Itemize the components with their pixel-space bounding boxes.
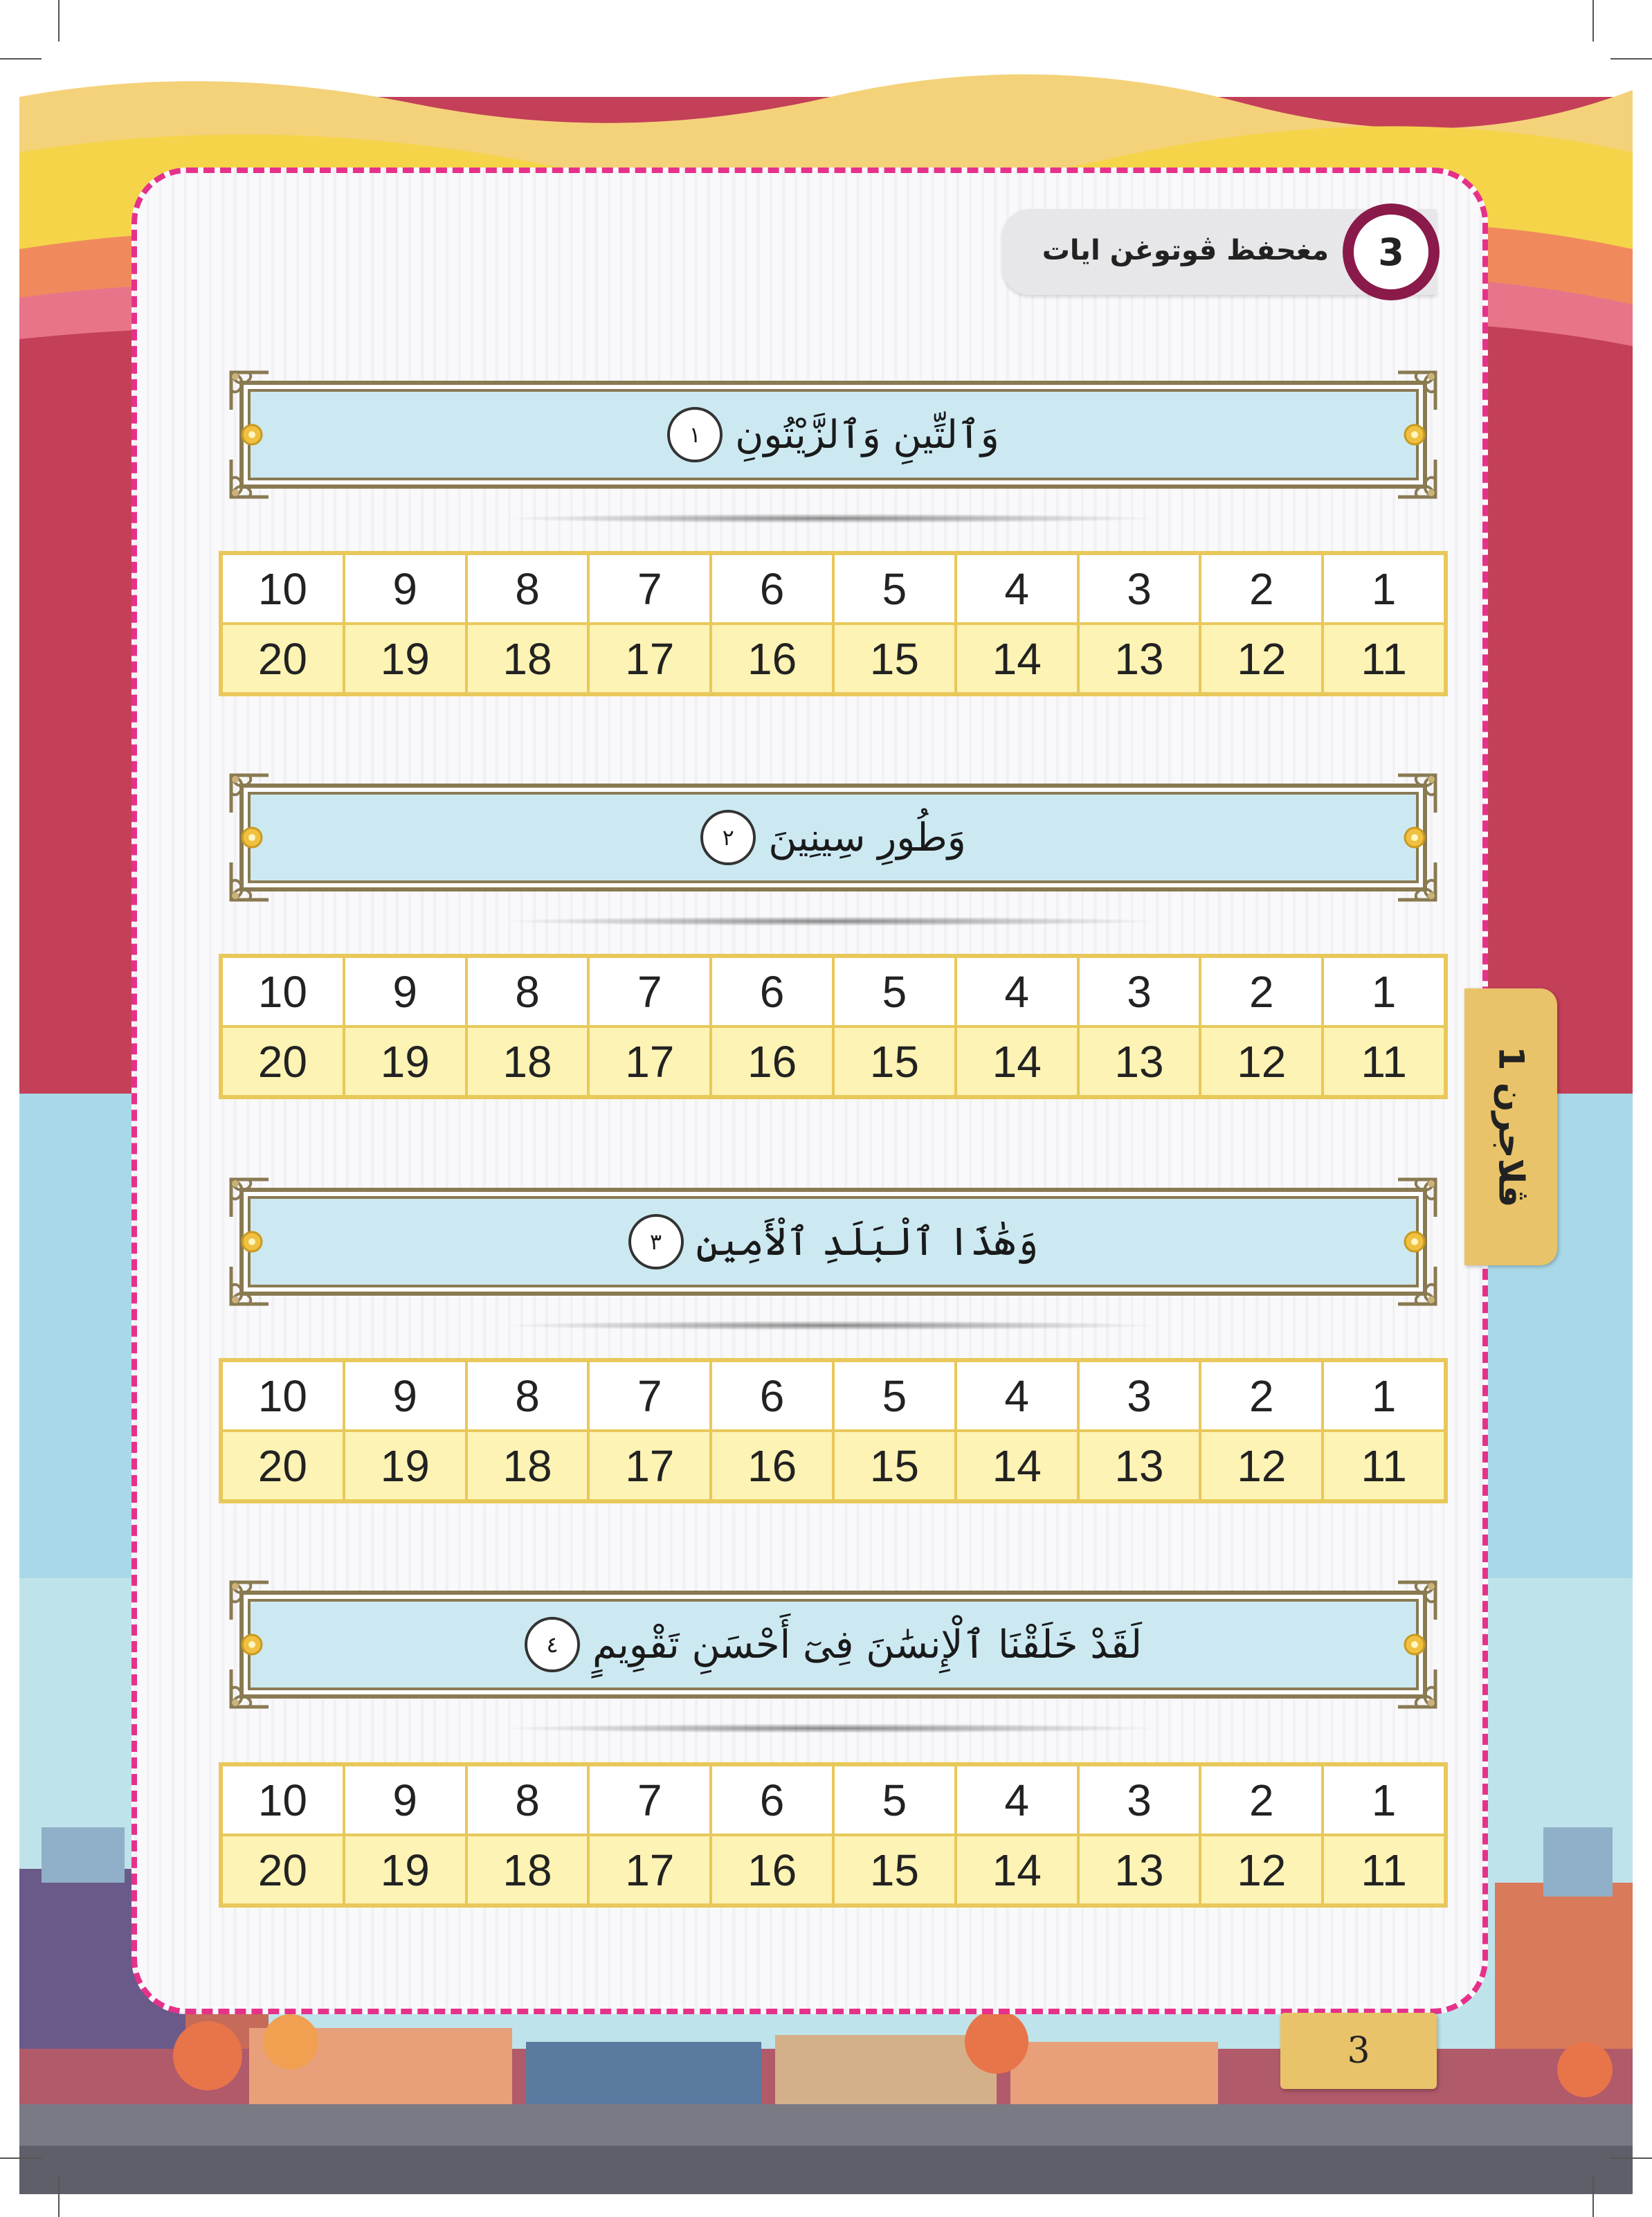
counter-cell[interactable]: 4 <box>956 1765 1078 1835</box>
counter-cell[interactable]: 1 <box>1323 554 1445 624</box>
ayah-number-marker: ٣ <box>628 1214 684 1269</box>
counter-cell[interactable]: 6 <box>711 554 833 624</box>
counter-cell[interactable]: 8 <box>466 1361 589 1431</box>
counter-cell[interactable]: 2 <box>1200 957 1323 1026</box>
ayah-text: لَقَدْ خَلَقْنَا ٱلْإِنسَٰنَ فِىٓ أَحْسَنِ تَقْوِيمٍ <box>592 1622 1143 1667</box>
counter-cell[interactable]: 11 <box>1323 1026 1445 1096</box>
counter-cell[interactable]: 18 <box>466 1431 589 1501</box>
counter-cell[interactable]: 14 <box>956 1835 1078 1905</box>
counter-cell[interactable]: 17 <box>588 1026 711 1096</box>
ayah-text: وَطُورِ سِينِينَ <box>768 815 966 860</box>
counter-cell[interactable]: 4 <box>956 554 1078 624</box>
counter-cell[interactable]: 14 <box>956 1026 1078 1096</box>
counter-cell[interactable]: 16 <box>711 1431 833 1501</box>
counter-cell[interactable]: 13 <box>1078 624 1201 694</box>
counter-cell[interactable]: 11 <box>1323 1835 1445 1905</box>
ayah-text-row <box>226 797 1441 878</box>
banner-shadow <box>498 916 1163 926</box>
counter-cell[interactable]: 19 <box>344 1431 466 1501</box>
ayah-banner <box>226 367 1441 503</box>
counter-cell[interactable]: 5 <box>833 1765 956 1835</box>
counter-cell[interactable]: 16 <box>711 1026 833 1096</box>
counter-cell[interactable]: 19 <box>344 1026 466 1096</box>
counter-cell[interactable]: 8 <box>466 554 589 624</box>
counter-cell[interactable]: 12 <box>1200 1835 1323 1905</box>
counter-cell[interactable]: 6 <box>711 1361 833 1431</box>
ayah-banner <box>226 1174 1441 1310</box>
ayah-banner <box>226 1577 1441 1712</box>
counter-cell[interactable]: 17 <box>588 624 711 694</box>
counter-cell[interactable]: 15 <box>833 1835 956 1905</box>
counter-cell[interactable]: 15 <box>833 1026 956 1096</box>
counter-cell[interactable]: 16 <box>711 1835 833 1905</box>
counter-cell[interactable]: 11 <box>1323 624 1445 694</box>
counter-cell[interactable]: 18 <box>466 624 589 694</box>
ayah-banner <box>226 770 1441 905</box>
counter-cell[interactable]: 10 <box>221 1765 344 1835</box>
counter-cell[interactable]: 8 <box>466 1765 589 1835</box>
ayah-text-row <box>226 395 1441 475</box>
counter-cell[interactable]: 7 <box>588 1361 711 1431</box>
counter-cell[interactable]: 2 <box>1200 1361 1323 1431</box>
counter-cell[interactable]: 15 <box>833 1431 956 1501</box>
page-title: مغحفظ ڤوتوغن ايات <box>1042 235 1329 266</box>
counter-cell[interactable]: 9 <box>344 554 466 624</box>
counter-cell[interactable]: 20 <box>221 1835 344 1905</box>
side-tab-label: ڤلاجرن 1 <box>1491 1046 1532 1208</box>
counter-cell[interactable]: 13 <box>1078 1431 1201 1501</box>
ayah-text-row <box>226 1604 1441 1685</box>
side-tab-label-wrap <box>1464 988 1557 1265</box>
counter-cell[interactable]: 3 <box>1078 1361 1201 1431</box>
counter-cell[interactable]: 5 <box>833 957 956 1026</box>
banner-shadow <box>498 1723 1163 1733</box>
counter-cell[interactable]: 17 <box>588 1835 711 1905</box>
counter-cell[interactable]: 4 <box>956 957 1078 1026</box>
counter-cell[interactable]: 18 <box>466 1026 589 1096</box>
counter-cell[interactable]: 9 <box>344 1361 466 1431</box>
counter-cell[interactable]: 13 <box>1078 1026 1201 1096</box>
counter-cell[interactable]: 7 <box>588 554 711 624</box>
counter-cell[interactable]: 5 <box>833 554 956 624</box>
counter-cell[interactable]: 10 <box>221 957 344 1026</box>
counter-cell[interactable]: 2 <box>1200 554 1323 624</box>
counter-cell[interactable]: 12 <box>1200 1026 1323 1096</box>
counter-cell[interactable]: 1 <box>1323 957 1445 1026</box>
counter-cell[interactable]: 12 <box>1200 624 1323 694</box>
counter-cell[interactable]: 15 <box>833 624 956 694</box>
ayah-text: وَٱلتِّينِ وَٱلزَّيْتُونِ <box>735 412 999 458</box>
counter-cell[interactable]: 10 <box>221 1361 344 1431</box>
counter-cell[interactable]: 20 <box>221 1026 344 1096</box>
counter-cell[interactable]: 14 <box>956 1431 1078 1501</box>
counter-cell[interactable]: 19 <box>344 624 466 694</box>
counter-cell[interactable]: 1 <box>1323 1361 1445 1431</box>
ayah-text-row <box>226 1202 1441 1282</box>
counter-cell[interactable]: 17 <box>588 1431 711 1501</box>
banner-shadow <box>498 1321 1163 1330</box>
counter-cell[interactable]: 5 <box>833 1361 956 1431</box>
counter-cell[interactable]: 20 <box>221 624 344 694</box>
counter-cell[interactable]: 3 <box>1078 554 1201 624</box>
counter-cell[interactable]: 1 <box>1323 1765 1445 1835</box>
lesson-badge: 3 <box>1354 215 1428 289</box>
banner-shadow <box>498 514 1163 523</box>
repetition-counter-grid <box>219 1358 1448 1503</box>
counter-cell[interactable]: 2 <box>1200 1765 1323 1835</box>
repetition-counter-grid <box>219 954 1448 1099</box>
ayah-number-marker: ١ <box>667 407 723 462</box>
counter-cell[interactable]: 10 <box>221 554 344 624</box>
counter-cell[interactable]: 3 <box>1078 1765 1201 1835</box>
counter-cell[interactable]: 6 <box>711 1765 833 1835</box>
counter-cell[interactable]: 9 <box>344 957 466 1026</box>
counter-cell[interactable]: 11 <box>1323 1431 1445 1501</box>
ayah-number-marker: ٢ <box>700 810 756 865</box>
counter-cell[interactable]: 20 <box>221 1431 344 1501</box>
counter-cell[interactable]: 14 <box>956 624 1078 694</box>
ayah-number-marker: ٤ <box>525 1617 580 1672</box>
counter-cell[interactable]: 16 <box>711 624 833 694</box>
counter-cell[interactable]: 7 <box>588 1765 711 1835</box>
counter-cell[interactable]: 9 <box>344 1765 466 1835</box>
ayah-text: وَهَٰذَا ٱلْبَلَدِ ٱلْأَمِينِ <box>696 1219 1039 1265</box>
repetition-counter-grid <box>219 1762 1448 1908</box>
counter-cell[interactable]: 12 <box>1200 1431 1323 1501</box>
counter-cell[interactable]: 3 <box>1078 957 1201 1026</box>
page-number: 3 <box>1347 2030 1370 2072</box>
counter-cell[interactable]: 18 <box>466 1835 589 1905</box>
counter-cell[interactable]: 19 <box>344 1835 466 1905</box>
counter-cell[interactable]: 13 <box>1078 1835 1201 1905</box>
counter-cell[interactable]: 8 <box>466 957 589 1026</box>
repetition-counter-grid <box>219 551 1448 696</box>
counter-cell[interactable]: 7 <box>588 957 711 1026</box>
counter-cell[interactable]: 6 <box>711 957 833 1026</box>
counter-cell[interactable]: 4 <box>956 1361 1078 1431</box>
